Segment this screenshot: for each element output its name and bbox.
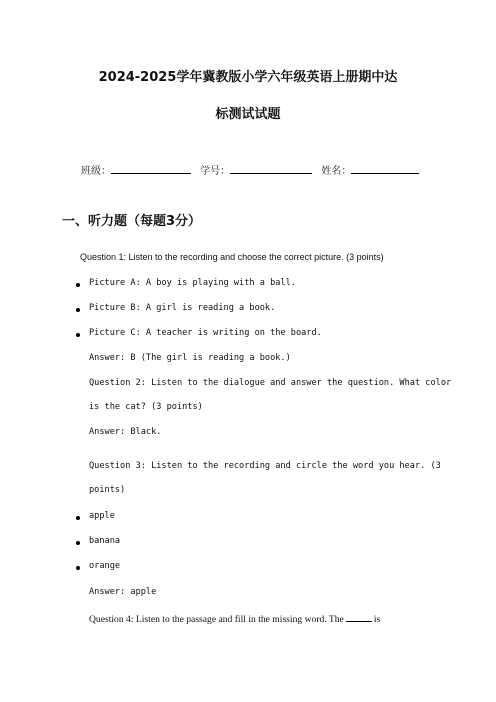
question-2-line-2: is the cat? (3 points) — [89, 402, 203, 412]
bullet-icon — [76, 333, 80, 337]
question-1: Question 1: Listen to the recording and choose the correct picture. (3 points) — [80, 252, 384, 262]
bullet-icon — [76, 541, 80, 545]
section-heading: 一、听力题（每题3分） — [62, 214, 202, 229]
q4-blank[interactable] — [346, 612, 372, 622]
question-4-text: Question 4: Listen to the passage and fill in the missing word. The — [89, 614, 344, 625]
q3-answer: Answer: apple — [89, 587, 157, 597]
number-field[interactable] — [230, 163, 312, 174]
question-4-line-1 — [89, 612, 380, 625]
title-line-1: 2024-2025学年冀教版小学六年级英语上册期中达 — [98, 70, 398, 85]
name-field[interactable] — [351, 163, 419, 174]
q3-option-orange: orange — [89, 561, 121, 571]
class-field[interactable] — [111, 163, 191, 174]
q1-option-c: Picture C: A teacher is writing on the board. — [89, 328, 322, 338]
question-2-line-1: Question 2: Listen to the dialogue and answer the question. What color — [89, 378, 452, 388]
q3-option-banana: banana — [89, 536, 121, 546]
student-info-row — [81, 162, 419, 177]
number-label: 学号： — [200, 166, 231, 177]
class-label: 班级： — [81, 166, 111, 177]
bullet-icon — [76, 283, 80, 287]
bullet-icon — [76, 308, 80, 312]
question-4-text-end: is — [373, 614, 381, 625]
q1-option-b: Picture B: A girl is reading a book. — [89, 303, 276, 313]
bullet-icon — [76, 566, 80, 570]
question-3-line-2: points) — [89, 485, 126, 495]
q1-option-a: Picture A: A boy is playing with a ball. — [89, 278, 296, 288]
q3-option-apple: apple — [89, 511, 115, 521]
bullet-icon — [76, 516, 80, 520]
question-3-line-1: Question 3: Listen to the recording and circle the word you hear. (3 — [89, 461, 441, 471]
title-line-2: 标测试试题 — [215, 107, 281, 122]
q2-answer: Answer: Black. — [89, 427, 162, 437]
q1-answer: Answer: B (The girl is reading a book.) — [89, 353, 291, 363]
name-label: 姓名： — [321, 166, 352, 177]
